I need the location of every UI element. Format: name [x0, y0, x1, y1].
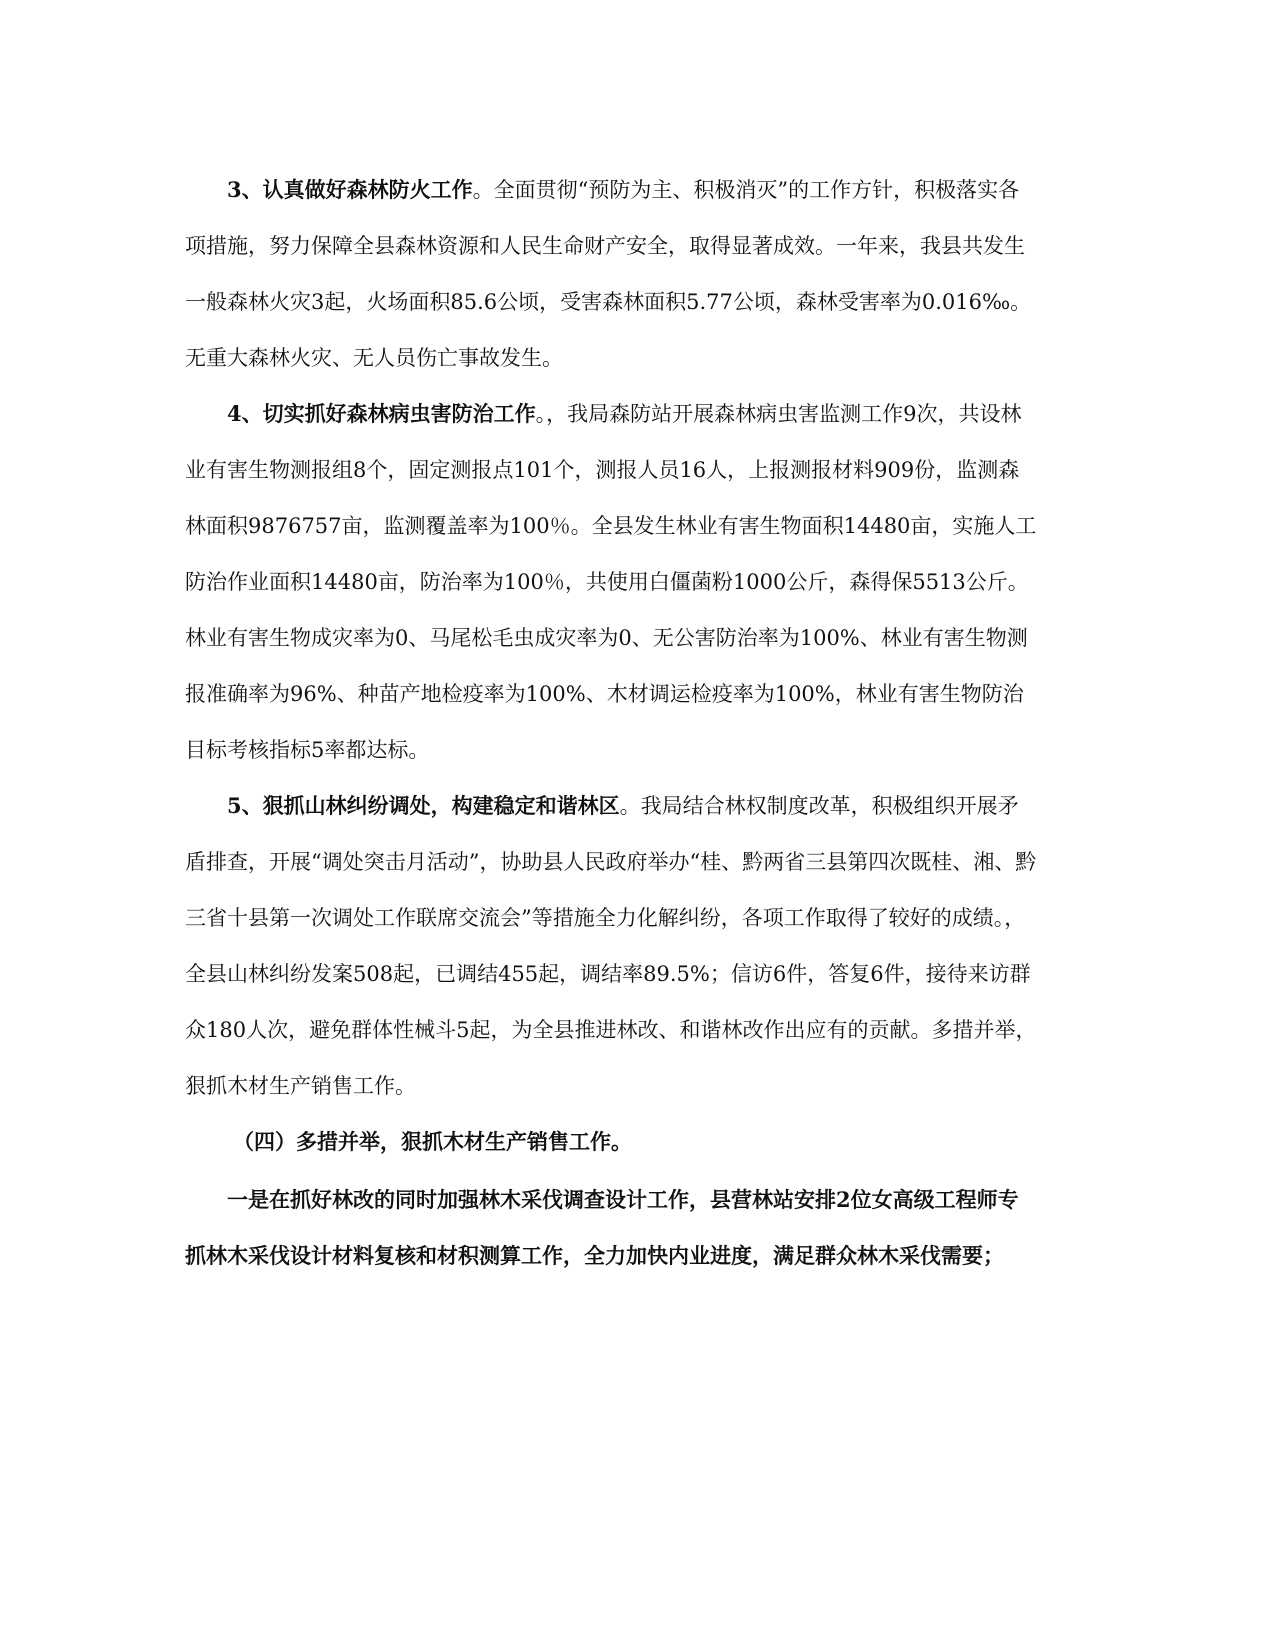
- paragraph-heading: 5、狠抓山林纠纷调处，构建稳定和谐林区: [227, 793, 620, 818]
- paragraph-body: 。我局结合林权制度改革，积极组织开展矛盾排查，开展“调处突击月活动”，协助县人民政府举办“桂、黔两省三县第四次既桂、湘、黔三省十县第一次调处工作联席交流会”等措施全力化解纠纷，各项工作取得了较好的成绩。，全县山林纠纷发案508起，已调结455起，调结率89.5%；信访6件，答复6件，接待来访群众180人次，避免群体性械斗5起，为全县推进林改、和谐林改作出应有的贡献。多措并举，狠抓木材生产销售工作。: [185, 794, 1037, 1098]
- paragraph-heading: 3、认真做好森林防火工作: [227, 177, 473, 202]
- document-page: [185, 162, 1037, 1284]
- section-heading: （四）多措并举，狠抓木材生产销售工作。: [233, 1129, 632, 1154]
- paragraph-pest-control: [185, 386, 1037, 778]
- closing-paragraph: 一是在抓好林改的同时加强林木采伐调查设计工作，县营林站安排2位女高级工程师专抓林木采伐设计材料复核和材积测算工作，全力加快内业进度，满足群众林木采伐需要；: [185, 1187, 1019, 1268]
- paragraph-dispute-mediation: [185, 778, 1037, 1114]
- paragraph-body: 。全面贯彻“预防为主、积极消灭”的工作方针，积极落实各项措施，努力保障全县森林资源和人民生命财产安全，取得显著成效。一年来，我县共发生一般森林火灾3起，火场面积85.6公顷，受害森林面积5.77公顷，森林受害率为0.016‰。无重大森林火灾、无人员伤亡事故发生。: [185, 178, 1032, 370]
- paragraph-body: 。，我局森防站开展森林病虫害监测工作9次，共设林业有害生物测报组8个，固定测报点101个，测报人员16人，上报测报材料909份，监测森林面积9876757亩，监测覆盖率为100％。全县发生林业有害生物面积14480亩，实施人工防治作业面积14480亩，防治率为100％，共使用白僵菌粉1000公斤，森得保5513公斤。林业有害生物成灾率为0、马尾松毛虫成灾率为0、无公害防治率为100%、林业有害生物测报准确率为96%、种苗产地检疫率为100%、木材调运检疫率为100%，林业有害生物防治目标考核指标5率都达标。: [185, 402, 1037, 762]
- paragraph-heading: 4、切实抓好森林病虫害防治工作: [227, 401, 536, 426]
- paragraph-forest-fire: [185, 162, 1037, 386]
